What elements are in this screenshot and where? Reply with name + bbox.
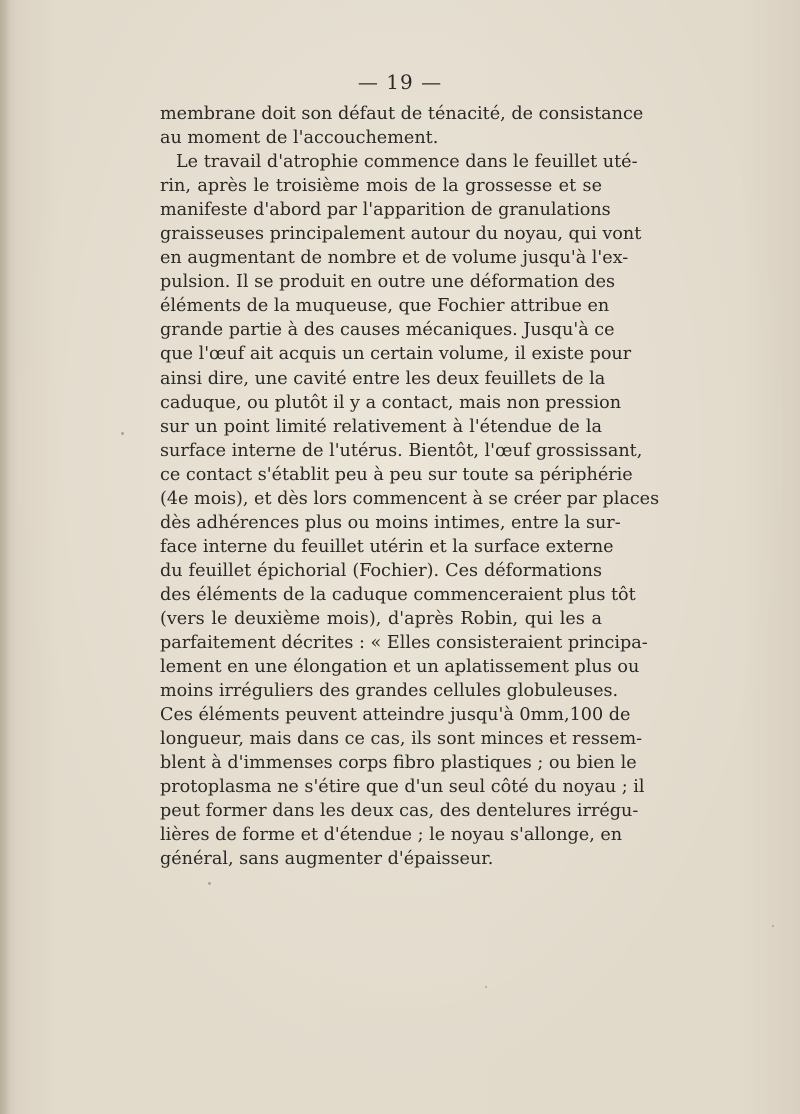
body-text bbox=[160, 102, 660, 872]
text-line: des éléments de la caduque commenceraient plus tôt bbox=[160, 584, 636, 605]
text-line: général, sans augmenter d'épaisseur. bbox=[160, 849, 494, 870]
text-line: (vers le deuxième mois), d'après Robin, qui les a bbox=[160, 608, 602, 629]
text-line: longueur, mais dans ce cas, ils sont minces et ressem- bbox=[160, 729, 643, 750]
text-line: protoplasma ne s'étire que d'un seul côté du noyau ; il bbox=[160, 777, 645, 798]
text-line: rin, après le troisième mois de la grossesse et se bbox=[160, 176, 602, 197]
text-line: que l'œuf ait acquis un certain volume, il existe pour bbox=[160, 344, 632, 365]
text-line: lières de forme et d'étendue ; le noyau s'allonge, en bbox=[160, 825, 623, 846]
text-line: pulsion. Il se produit en outre une déformation des bbox=[160, 272, 616, 293]
text-line: lement en une élongation et un aplatissement plus ou bbox=[160, 657, 640, 678]
text-line: du feuillet épichorial (Fochier). Ces déformations bbox=[160, 560, 602, 581]
text-line: dès adhérences plus ou moins intimes, entre la sur- bbox=[160, 512, 621, 533]
text-line: Ces éléments peuvent atteindre jusqu'à 0mm,100 de bbox=[160, 705, 631, 726]
text-line: grande partie à des causes mécaniques. Jusqu'à ce bbox=[160, 320, 615, 341]
text-line: blent à d'immenses corps fibro plastiques ; ou bien le bbox=[160, 753, 637, 774]
text-line: au moment de l'accouchement. bbox=[160, 128, 439, 149]
text-line: éléments de la muqueuse, que Fochier attribue en bbox=[160, 296, 610, 317]
text-line: surface interne de l'utérus. Bientôt, l'œuf grossissant, bbox=[160, 440, 643, 461]
text-line: (4e mois), et dès lors commencent à se créer par places bbox=[160, 488, 660, 509]
text-line: en augmentant de nombre et de volume jusqu'à l'ex- bbox=[160, 248, 629, 269]
paper-speck bbox=[121, 432, 124, 435]
text-line: membrane doit son défaut de ténacité, de consistance bbox=[160, 104, 644, 124]
text-line: manifeste d'abord par l'apparition de granulations bbox=[160, 200, 611, 221]
text-line: moins irréguliers des grandes cellules globuleuses. bbox=[160, 681, 619, 702]
paper-speck bbox=[772, 925, 774, 927]
text-line: peut former dans les deux cas, des dentelures irrégu- bbox=[160, 801, 639, 822]
text-line: ainsi dire, une cavité entre les deux feuillets de la bbox=[160, 368, 606, 389]
text-line: sur un point limité relativement à l'étendue de la bbox=[160, 416, 602, 437]
text-line: graisseuses principalement autour du noyau, qui vont bbox=[160, 224, 642, 245]
paper-speck bbox=[485, 986, 487, 988]
text-line: Le travail d'atrophie commence dans le feuillet uté- bbox=[176, 152, 638, 173]
text-line: caduque, ou plutôt il y a contact, mais non pression bbox=[160, 392, 622, 413]
text-line: face interne du feuillet utérin et la surface externe bbox=[160, 536, 614, 557]
paper-speck bbox=[208, 882, 211, 885]
text-line: ce contact s'établit peu à peu sur toute sa périphérie bbox=[160, 464, 633, 485]
page-number: — 19 — bbox=[357, 70, 443, 94]
text-line: parfaitement décrites : « Elles consisteraient principa- bbox=[160, 633, 648, 654]
page-binding-edge bbox=[0, 0, 10, 1114]
